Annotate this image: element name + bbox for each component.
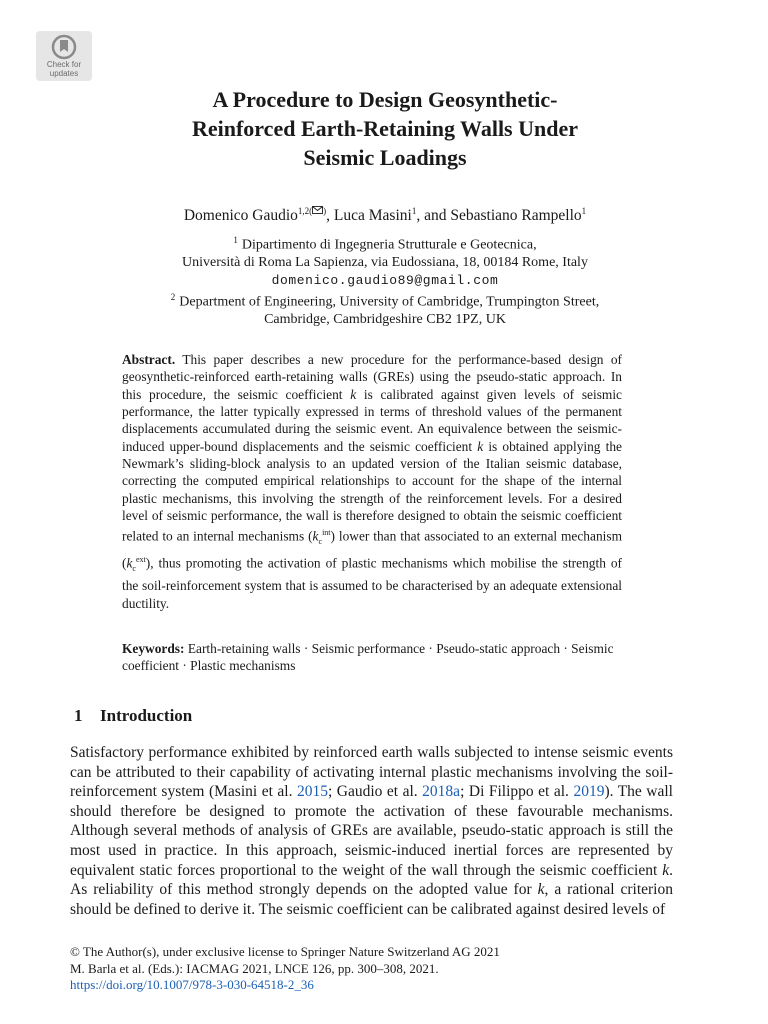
copyright-footer: [70, 944, 690, 994]
author-name: , and Sebastiano Rampello: [416, 207, 582, 225]
bookmark-ring-icon: [51, 34, 77, 60]
copyright-line: © The Author(s), under exclusive license to Springer Nature Switzerland AG 2021: [70, 944, 500, 959]
affiliation-mark: 1: [233, 235, 238, 245]
title-line: Reinforced Earth-Retaining Walls Under: [191, 116, 579, 141]
citation-link[interactable]: 2018a: [422, 783, 461, 801]
author-name: Domenico Gaudio: [183, 207, 298, 225]
citation-link[interactable]: 2015: [296, 783, 328, 801]
author-email[interactable]: domenico.gaudio89@gmail.com: [271, 272, 499, 288]
keywords: Keywords: Earth-retaining walls · Seismic performance · Pseudo-static approach · Seismic coefficient · Plastic mechanisms: [122, 641, 614, 674]
keywords-label: Keywords:: [122, 641, 185, 656]
affiliations: [100, 232, 670, 329]
check-for-updates-badge[interactable]: [36, 31, 92, 81]
abstract: Abstract. This paper describes a new procedure for the performance-based design of geosynthetic-reinforced earth-retaining walls (GREs) using the pseudo-static approach. In this procedure, the seismic coefficient k is calibrated against given levels of seismic performance, the latter typically expressed in terms of threshold values of the permanent displacements accumulated during the seismic event. An equivalence between the seismic-induced upper-bound displacements and the seismic coefficient k is obtained applying the Newmark’s sliding-block analysis to an updated version of the Italian seismic database, correcting the computed empirical relationships to account for the shape of the internal plastic mechanisms, this involving the strength of the reinforcement levels. For a desired level of seismic performance, the wall is therefore designed to obtain the seismic coefficient related to an internal mechanisms $(k_c^{int})$ lower than that associated to an external mechanism $(k_c^{ext})$, thus promoting the activation of plastic mechanisms which mobilise the strength of the soil-reinforcement system that is assumed to be characterised by an adequate extensional ductility.: [122, 352, 622, 611]
author-affil-mark: 1: [411, 206, 417, 216]
affiliation-2-line2: Cambridge, Cambridgeshire CB2 1PZ, UK: [264, 312, 506, 328]
title-line: A Procedure to Design Geosynthetic-: [212, 87, 558, 112]
abstract-label: Abstract.: [122, 352, 176, 367]
section-title: Introduction: [100, 706, 193, 725]
author-name: , Luca Masini: [326, 207, 412, 225]
affiliation-1-line1: $^1$ Dipartimento di Ingegneria Strutturale e Geotecnica,: [233, 235, 537, 253]
title-line: Seismic Loadings: [303, 145, 467, 170]
citation-link[interactable]: 2019: [573, 783, 605, 801]
envelope-icon[interactable]: [312, 206, 323, 214]
section-heading: [74, 705, 192, 727]
doi-link[interactable]: https://doi.org/10.1007/978-3-030-64518-2_36: [70, 977, 314, 992]
affiliation-1-line2: Università di Roma La Sapienza, via Eudossiana, 18, 00184 Rome, Italy: [182, 255, 588, 271]
section-number: 1: [74, 706, 83, 725]
paper-title: [120, 85, 650, 172]
affiliation-2-line1: $^2$ Department of Engineering, University of Cambridge, Trumpington Street,: [170, 292, 600, 310]
affiliation-mark: 2: [170, 292, 176, 303]
author-affil-mark: 1,2( ): [297, 206, 327, 216]
badge-label: Check for updates: [46, 60, 82, 78]
author-affil-mark: 1: [581, 206, 587, 216]
author-list: [100, 201, 670, 226]
citation-line: M. Barla et al. (Eds.): IACMAG 2021, LNCE 126, pp. 300–308, 2021.: [70, 960, 439, 976]
introduction-paragraph: Satisfactory performance exhibited by reinforced earth walls subjected to intense seismic events can be attributed to their capability of activating internal plastic mechanisms involving the soil-reinforcement system (Masini et al. 2015; Gaudio et al. 2018a; Di Filippo et al. 2019). The wall should therefore be designed to promote the activation of these favourable mechanisms. Although several methods of analysis of GREs are available, pseudo-static approach is still the most used in practice. In this approach, seismic-induced inertial forces are represented by equivalent static forces proportional to the weight of the wall through the seismic coefficient k. As reliability of this method strongly depends on the adopted value for k, a rational criterion should be defined to derive it. The seismic coefficient can be calibrated against desired levels of: [70, 744, 673, 918]
